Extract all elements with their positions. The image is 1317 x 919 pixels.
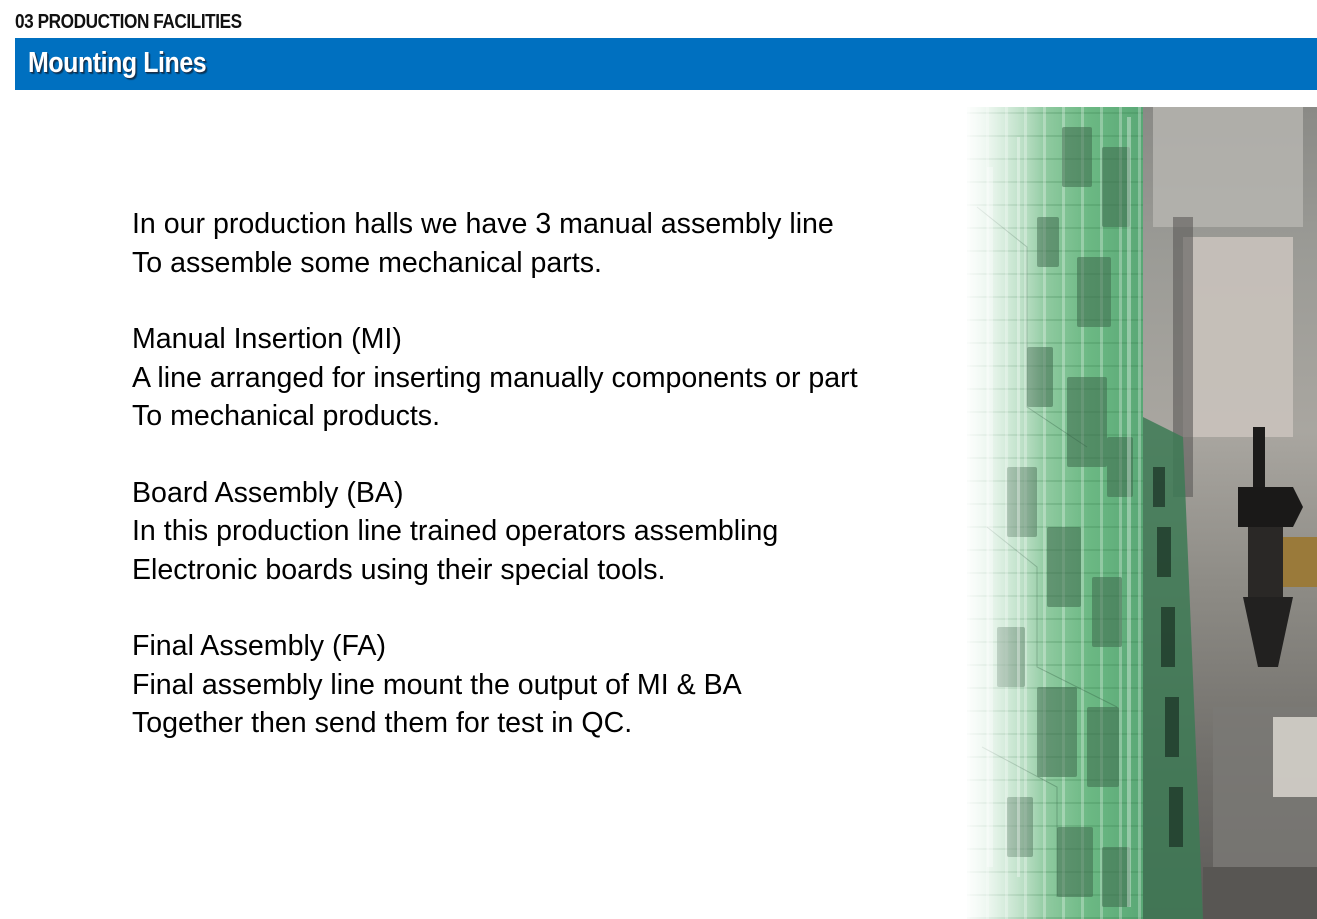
pcb-assembly-photo: [967, 107, 1317, 919]
paragraph-manual-insertion: [132, 320, 858, 436]
paragraph-intro: [132, 205, 858, 282]
text-line: In our production halls we have 3 manual assembly line: [132, 208, 834, 240]
paragraph-board-assembly: [132, 474, 858, 590]
paragraph-final-assembly: [132, 627, 858, 743]
title-bar: [15, 38, 1317, 90]
machine-arm-image: [1143, 107, 1317, 919]
text-line: In this production line trained operators assembling: [132, 515, 779, 547]
text-line: To assemble some mechanical parts.: [132, 246, 602, 279]
text-line: To mechanical products.: [132, 400, 441, 432]
body-text: [132, 205, 858, 781]
text-line: Electronic boards using their special tools.: [132, 553, 666, 586]
section-label: 03 PRODUCTION FACILITIES: [15, 11, 242, 33]
text-line: Together then send them for test in QC.: [132, 707, 633, 739]
page-title: Mounting Lines: [28, 47, 207, 79]
text-line: Final Assembly (FA): [132, 630, 386, 662]
pcb-board-image: [967, 107, 1143, 919]
image-fade-overlay: [967, 107, 1047, 919]
text-line: Board Assembly (BA): [132, 476, 404, 509]
text-line: A line arranged for inserting manually components or part: [132, 361, 858, 394]
text-line: Final assembly line mount the output of MI & BA: [132, 668, 742, 701]
text-line: Manual Insertion (MI): [132, 323, 402, 355]
